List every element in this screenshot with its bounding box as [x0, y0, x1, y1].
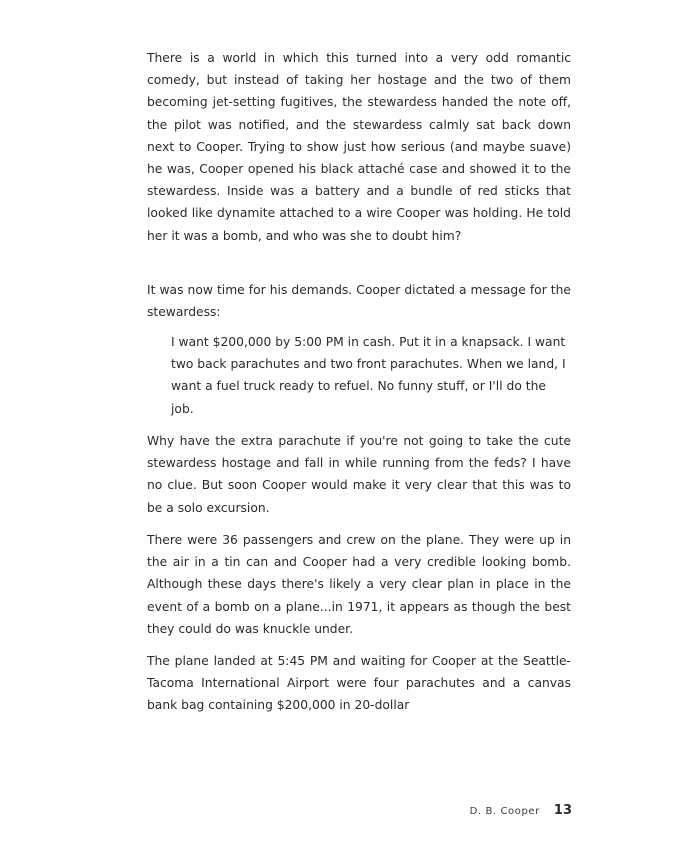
paragraph-demands-intro: It was now time for his demands. Cooper dictated a message for the stewardess:: [147, 283, 571, 320]
paragraph-extra-parachute: Why have the extra parachute if you're not going to take the cute stewardess hostage and fall in while running from the feds? I have no clue. But soon Cooper would make it very clear that this was to be a solo excursion.: [147, 434, 571, 515]
paragraph-passengers: There were 36 passengers and crew on the plane. They were up in the air in a tin can and Cooper had a very credible looking bomb. Although these days there's likely a very clear plan in place in the event of a bomb on a plane...in 1971, it appears as though the best they could do was knuckle under.: [147, 533, 571, 636]
running-head: D. B. Cooper: [469, 806, 540, 817]
block-quote-demands: I want $200,000 by 5:00 PM in cash. Put it in a knapsack. I want two back parachutes and two front parachutes. When we land, I want a fuel truck ready to refuel. No funny stuff, or I'll do the job.: [171, 335, 566, 416]
page-footer: [470, 803, 572, 818]
body-text: [147, 47, 571, 717]
paragraph-romantic-comedy: There is a world in which this turned into a very odd romantic comedy, but instead of taking her hostage and the two of them becoming jet-setting fugitives, the stewardess handed the note off, the pilot was notified, and the stewardess calmly sat back down next to Cooper. Trying to show just how serious (and maybe suave) he was, Cooper opened his black attaché case and showed it to the stewardess. Inside was a battery and a bundle of red sticks that looked like dynamite attached to a wire Cooper was holding. He told her it was a bomb, and who was she to doubt him?: [147, 51, 571, 243]
paragraph-plane-landed: The plane landed at 5:45 PM and waiting for Cooper at the Seattle-Tacoma International Airport were four parachutes and a canvas bank bag containing $200,000 in 20-dollar: [147, 654, 571, 713]
page-number: 13: [553, 803, 572, 818]
